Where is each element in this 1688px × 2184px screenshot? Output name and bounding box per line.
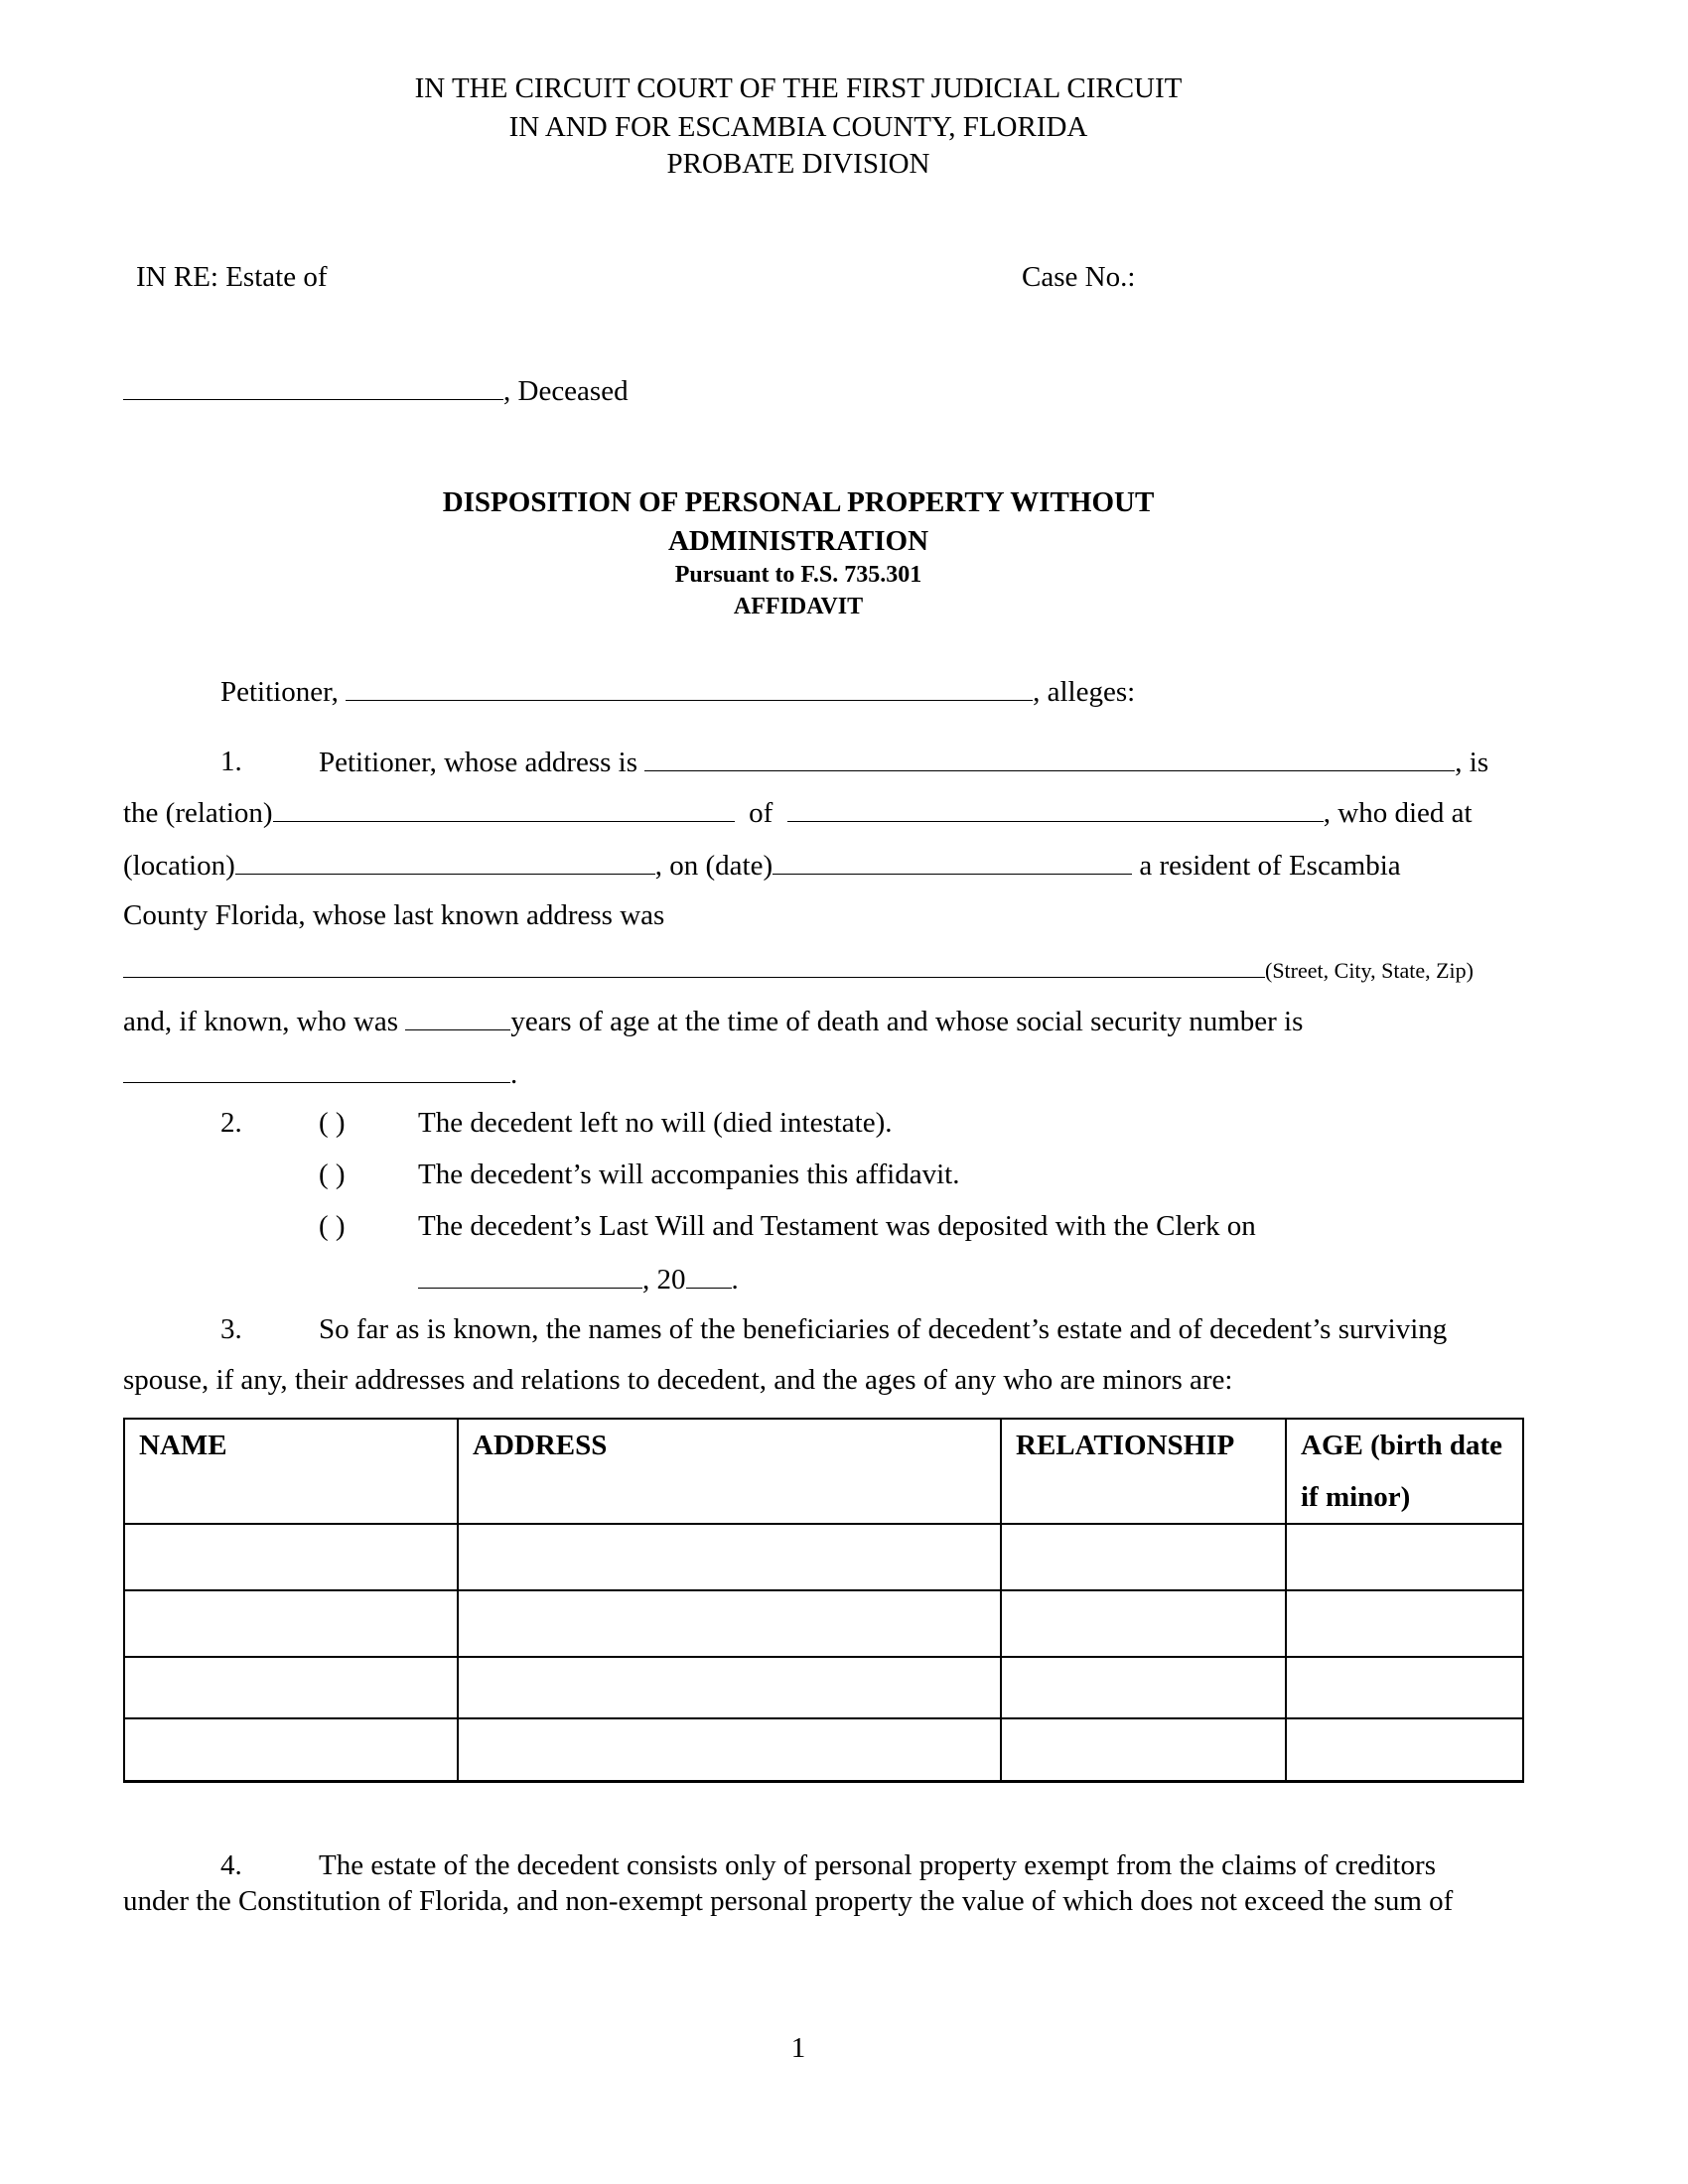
petitioner-line <box>220 674 1135 708</box>
option-no-will: The decedent left no will (died intestate). <box>418 1107 893 1139</box>
statute-reference: Pursuant to F.S. 735.301 <box>674 562 922 588</box>
address-format-hint: (Street, City, State, Zip) <box>1265 958 1474 983</box>
case-number-label: Case No.: <box>1022 261 1136 293</box>
header-relationship: RELATIONSHIP <box>1001 1419 1286 1524</box>
ssn-label: years of age at the time of death and whose social security number is <box>510 1006 1304 1037</box>
relationship-cell[interactable] <box>1001 1657 1286 1718</box>
title-line-1: DISPOSITION OF PERSONAL PROPERTY WITHOUT <box>442 486 1155 518</box>
court-header-line-2: IN AND FOR ESCAMBIA COUNTY, FLORIDA <box>508 111 1088 143</box>
deposit-date-line <box>418 1262 739 1296</box>
is-label: , is <box>1455 747 1489 778</box>
who-died-at-label: , who died at <box>1323 797 1473 829</box>
petitioner-name-field[interactable] <box>346 674 1033 701</box>
para4-num: 4. <box>220 1849 242 1881</box>
table-row <box>124 1524 1523 1590</box>
para3-num: 3. <box>220 1313 242 1345</box>
document-type: AFFIDAVIT <box>733 594 864 619</box>
para4-line-2: under the Constitution of Florida, and non-exempt personal property the value of which does not exceed the sum of <box>123 1885 1454 1917</box>
location-label: (location) <box>123 850 235 882</box>
petitioner-address-field[interactable] <box>644 745 1455 771</box>
period: . <box>510 1058 518 1090</box>
header-age: AGE (birth date if minor) <box>1286 1419 1523 1524</box>
name-cell[interactable] <box>124 1657 458 1718</box>
header-address: ADDRESS <box>458 1419 1001 1524</box>
checkbox-will-deposited[interactable]: ( ) <box>319 1210 346 1242</box>
para1-line-3 <box>123 848 1401 882</box>
decedent-name-field-2[interactable] <box>787 795 1324 822</box>
table-row <box>124 1718 1523 1781</box>
age-cell[interactable] <box>1286 1718 1523 1781</box>
para1-num: 1. <box>220 746 242 777</box>
resident-label: a resident of Escambia <box>1139 850 1401 882</box>
para4-line-1: The estate of the decedent consists only of personal property exempt from the claims of creditors <box>319 1849 1436 1881</box>
para1-line-5 <box>123 951 1474 985</box>
para3-line-2: spouse, if any, their addresses and relations to decedent, and the ages of any who are minors are: <box>123 1364 1233 1396</box>
age-cell[interactable] <box>1286 1657 1523 1718</box>
relationship-cell[interactable] <box>1001 1524 1286 1590</box>
location-field[interactable] <box>235 848 655 875</box>
age-label: and, if known, who was <box>123 1006 399 1037</box>
relationship-cell[interactable] <box>1001 1590 1286 1657</box>
checkbox-will-accompanies[interactable]: ( ) <box>319 1159 346 1190</box>
ssn-field[interactable] <box>123 1056 510 1083</box>
header-name: NAME <box>124 1419 458 1524</box>
checkbox-no-will[interactable]: ( ) <box>319 1107 346 1139</box>
deposit-date-field[interactable] <box>418 1262 642 1289</box>
address-cell[interactable] <box>458 1718 1001 1781</box>
option-will-accompanies: The decedent’s will accompanies this affidavit. <box>418 1159 960 1190</box>
title-line-2: ADMINISTRATION <box>667 525 929 557</box>
date-of-death-field[interactable] <box>773 848 1132 875</box>
of-label: of <box>749 797 774 829</box>
alleges-label: , alleges: <box>1033 676 1136 708</box>
page-number: 1 <box>790 2032 806 2064</box>
para1-line-1 <box>319 745 1488 778</box>
relationship-cell[interactable] <box>1001 1718 1286 1781</box>
para1-line-6 <box>123 1004 1303 1037</box>
deceased-line <box>123 373 629 407</box>
age-cell[interactable] <box>1286 1524 1523 1590</box>
decedent-name-field[interactable] <box>123 373 503 400</box>
age-field[interactable] <box>405 1004 510 1030</box>
deposit-year-field[interactable] <box>686 1262 732 1289</box>
name-cell[interactable] <box>124 1718 458 1781</box>
para2-num: 2. <box>220 1107 242 1139</box>
deceased-label: , Deceased <box>503 375 629 407</box>
court-header-line-3: PROBATE DIVISION <box>666 148 930 180</box>
para3-line-1: So far as is known, the names of the beneficiaries of decedent’s estate and of decedent’s surviving <box>319 1313 1448 1345</box>
petitioner-address-label: Petitioner, whose address is <box>319 747 638 778</box>
name-cell[interactable] <box>124 1590 458 1657</box>
para1-line-7 <box>123 1056 517 1090</box>
beneficiary-table <box>123 1418 1524 1783</box>
address-cell[interactable] <box>458 1657 1001 1718</box>
table-row <box>124 1657 1523 1718</box>
para1-line-2 <box>123 795 1473 829</box>
relation-field[interactable] <box>273 795 735 822</box>
table-header-row <box>124 1419 1523 1524</box>
option-will-deposited: The decedent’s Last Will and Testament was deposited with the Clerk on <box>418 1210 1256 1242</box>
last-address-field[interactable] <box>123 951 1265 978</box>
date-label: , on (date) <box>654 850 774 882</box>
name-cell[interactable] <box>124 1524 458 1590</box>
in-re-label: IN RE: Estate of <box>136 261 328 293</box>
address-cell[interactable] <box>458 1524 1001 1590</box>
age-cell[interactable] <box>1286 1590 1523 1657</box>
year-prefix: , 20 <box>642 1264 686 1296</box>
relation-label: the (relation) <box>123 797 273 829</box>
court-header-line-1: IN THE CIRCUIT COURT OF THE FIRST JUDICIAL CIRCUIT <box>414 72 1183 104</box>
table-row <box>124 1590 1523 1657</box>
petitioner-label: Petitioner, <box>220 676 339 708</box>
address-cell[interactable] <box>458 1590 1001 1657</box>
para1-line-4: County Florida, whose last known address was <box>123 899 665 931</box>
period: . <box>731 1264 739 1296</box>
